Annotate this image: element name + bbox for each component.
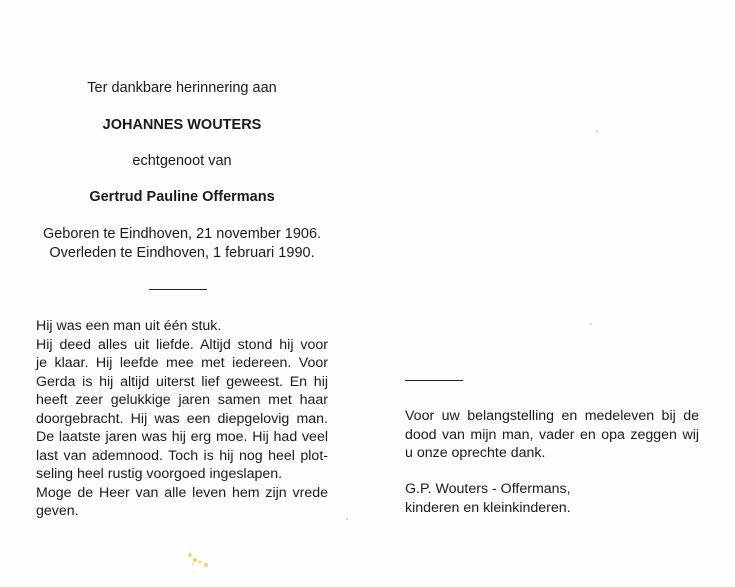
tribute-line: Gerda is hij altijd uiterst lief geweest. En hij — [36, 373, 328, 390]
paper-speck — [596, 130, 598, 132]
death-line: Overleden te Eindhoven, 1 februari 1990. — [49, 245, 315, 261]
divider-left — [149, 289, 207, 290]
divider-right — [405, 380, 463, 381]
deceased-name: JOHANNES WOUTERS — [102, 117, 262, 133]
tribute-line: seling heel rustig voorgoed ingeslapen. — [36, 466, 283, 482]
paper-stain — [186, 551, 212, 569]
signature-block — [405, 480, 571, 517]
intro-text: Ter dankbare herinnering aan — [87, 80, 277, 96]
tribute-line: je klaar. Hij leefde mee met iedereen. Voor — [36, 355, 328, 371]
tribute-line: doorgebracht. Hij was een diepgelovig man. — [36, 410, 328, 427]
thanks-text — [405, 407, 699, 463]
thanks-line: dood van mijn man, vader en opa zeggen wij — [405, 426, 699, 443]
signature-line: G.P. Wouters - Offermans, — [405, 481, 571, 497]
tribute-line: De laatste jaren was hij erg moe. Hij had veel — [36, 429, 328, 445]
left-panel — [36, 0, 328, 587]
tribute-line: Hij deed alles uit liefde. Altijd stond hij voor — [36, 336, 328, 353]
tribute-line: heeft zeer gelukkige jaren samen met haar — [36, 392, 328, 408]
paper-speck — [346, 518, 348, 520]
tribute-line: Moge de Heer van alle leven hem zijn vrede — [36, 484, 328, 501]
spouse-name: Gertrud Pauline Offermans — [89, 189, 275, 205]
birth-line: Geboren te Eindhoven, 21 november 1906. — [42, 226, 322, 242]
right-panel — [405, 0, 705, 587]
paper-speck — [590, 323, 592, 325]
tribute-text — [36, 317, 328, 521]
tribute-line: last van ademnood. Toch is hij nog heel plot- — [36, 447, 328, 464]
tribute-line: Hij was een man uit één stuk. — [36, 318, 222, 334]
signature-line: kinderen en kleinkinderen. — [405, 499, 571, 516]
thanks-line: Voor uw belangstelling en medeleven bij de — [405, 408, 699, 424]
tribute-line: geven. — [36, 503, 79, 519]
relation-text: echtgenoot van — [132, 153, 232, 169]
thanks-line: u onze oprechte dank. — [405, 445, 546, 461]
